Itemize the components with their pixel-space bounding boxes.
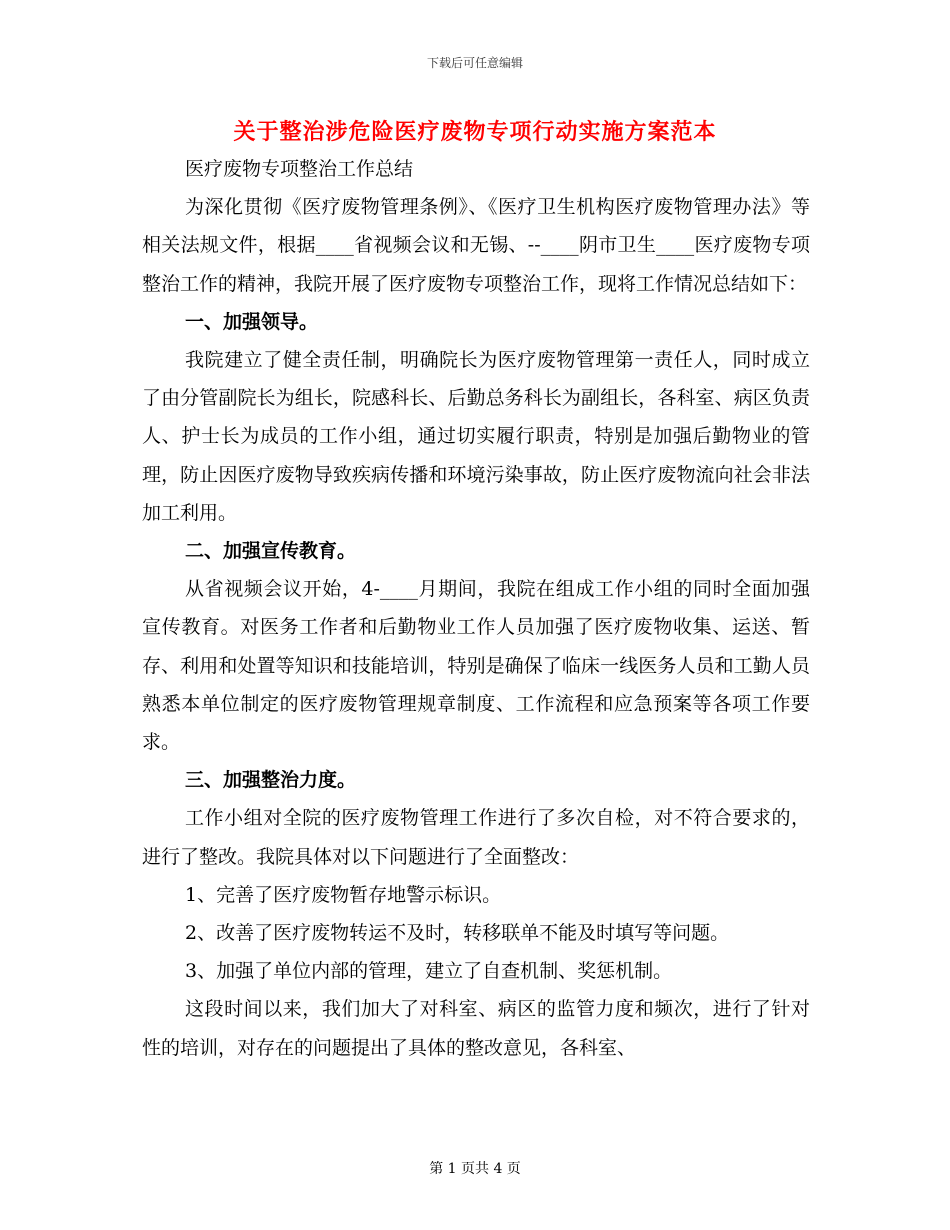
document-title: 关于整治涉危险医疗废物专项行动实施方案范本	[233, 119, 717, 145]
list-item-1: 1、完善了医疗废物暂存地警示标识。	[185, 883, 502, 906]
list-item-2: 2、改善了医疗废物转运不及时，转移联单不能及时填写等问题。	[185, 922, 730, 945]
page-footer: 第 1 页共 4 页	[429, 1161, 521, 1177]
section-heading-1: 一、加强领导。	[185, 310, 319, 333]
paragraph-intro: 为深化贯彻《医疗废物管理条例》、《医疗卫生机构医疗废物管理办法》等相关法规文件，根据____省视频会议和无锡、--____阴市卫生____医疗废物专项整治工作的精神，我院开展了医疗废物专项整治工作，现将工作情况总结如下：	[142, 196, 810, 295]
document-body	[142, 150, 810, 1067]
section-heading-3: 三、加强整治力度。	[185, 769, 357, 792]
section-heading-2: 二、加强宣传教育。	[185, 540, 357, 563]
paragraph-supervision: 这段时间以来，我们加大了对科室、病区的监管力度和频次，进行了针对性的培训，对存在的问题提出了具体的整改意见，各科室、	[142, 998, 810, 1059]
paragraph-rectification: 工作小组对全院的医疗废物管理工作进行了多次自检，对不符合要求的，进行了整改。我院具体对以下问题进行了全面整改：	[142, 807, 810, 868]
list-item-3: 3、加强了单位内部的管理，建立了自查机制、奖惩机制。	[185, 960, 673, 983]
paragraph-publicity: 从省视频会议开始，4-____月期间，我院在组成工作小组的同时全面加强宣传教育。对医务工作者和后勤物业工作人员加强了医疗废物收集、运送、暂存、利用和处置等知识和技能培训，特别是确保了临床一线医务人员和工勤人员熟悉本单位制定的医疗废物管理规章制度、工作流程和应急预案等各项工作要求。	[142, 578, 810, 754]
page-header: 下载后可任意编辑	[426, 56, 523, 70]
paragraph-leadership: 我院建立了健全责任制，明确院长为医疗废物管理第一责任人，同时成立了由分管副院长为组长，院感科长、后勤总务科长为副组长，各科室、病区负责人、护士长为成员的工作小组，通过切实履行职责，特别是加强后勤物业的管理，防止因医疗废物导致疾病传播和环境污染事故，防止医疗废物流向社会非法加工利用。	[142, 349, 810, 524]
paragraph-subtitle: 医疗废物专项整治工作总结	[185, 158, 414, 180]
